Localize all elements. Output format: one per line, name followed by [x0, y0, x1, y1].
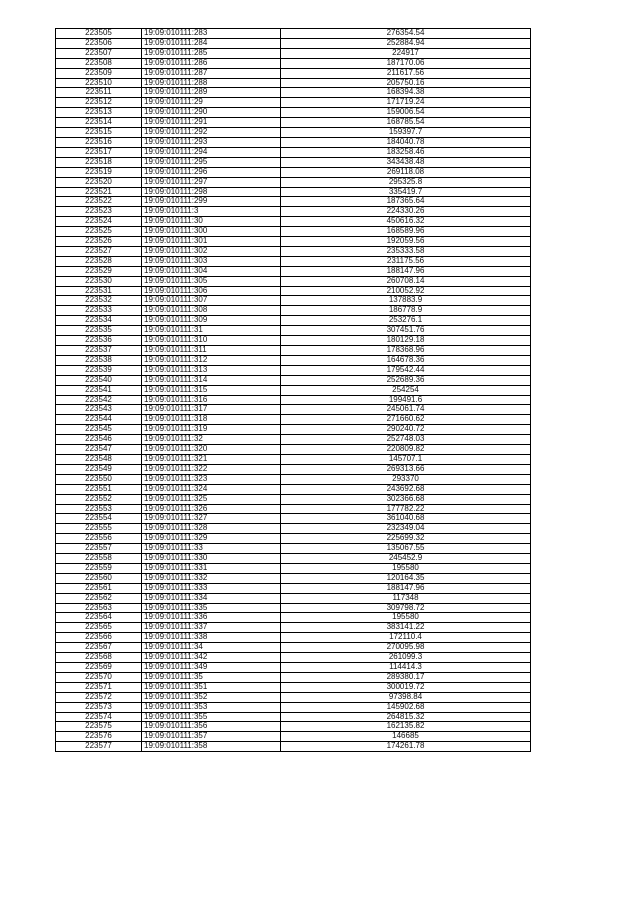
cell-amount: 192059.56: [281, 237, 531, 247]
cell-cadastral-number: 19:09:010111:302: [142, 246, 281, 256]
cell-amount: 252884.94: [281, 38, 531, 48]
cell-amount: 335419.7: [281, 187, 531, 197]
cell-record-id: 223516: [56, 137, 142, 147]
cell-amount: 254254: [281, 385, 531, 395]
table-row: [56, 306, 531, 316]
cell-cadastral-number: 19:09:010111:323: [142, 474, 281, 484]
cell-cadastral-number: 19:09:010111:305: [142, 276, 281, 286]
cell-cadastral-number: 19:09:010111:328: [142, 524, 281, 534]
cell-amount: 162135.82: [281, 722, 531, 732]
cell-record-id: 223571: [56, 682, 142, 692]
cell-cadastral-number: 19:09:010111:292: [142, 128, 281, 138]
cell-record-id: 223514: [56, 118, 142, 128]
cell-cadastral-number: 19:09:010111:342: [142, 653, 281, 663]
cell-record-id: 223506: [56, 38, 142, 48]
table-row: [56, 336, 531, 346]
cell-amount: 172110.4: [281, 633, 531, 643]
table-row: [56, 623, 531, 633]
cell-amount: 276354.54: [281, 29, 531, 39]
cell-cadastral-number: 19:09:010111:35: [142, 672, 281, 682]
table-row: [56, 355, 531, 365]
cell-cadastral-number: 19:09:010111:338: [142, 633, 281, 643]
cell-amount: 186778.9: [281, 306, 531, 316]
table-row: [56, 573, 531, 583]
table-row: [56, 78, 531, 88]
cell-amount: 199491.6: [281, 395, 531, 405]
cell-amount: 269118.08: [281, 167, 531, 177]
cell-record-id: 223546: [56, 435, 142, 445]
cell-cadastral-number: 19:09:010111:31: [142, 326, 281, 336]
cell-cadastral-number: 19:09:010111:3: [142, 207, 281, 217]
cell-amount: 180129.18: [281, 336, 531, 346]
cell-amount: 231175.56: [281, 256, 531, 266]
cell-record-id: 223565: [56, 623, 142, 633]
cell-record-id: 223577: [56, 742, 142, 752]
cell-record-id: 223561: [56, 583, 142, 593]
cell-record-id: 223505: [56, 29, 142, 39]
table-row: [56, 672, 531, 682]
cell-record-id: 223538: [56, 355, 142, 365]
data-table: [55, 28, 531, 752]
cell-amount: 235333.58: [281, 246, 531, 256]
table-row: [56, 484, 531, 494]
cell-cadastral-number: 19:09:010111:33: [142, 544, 281, 554]
cell-record-id: 223536: [56, 336, 142, 346]
cell-record-id: 223524: [56, 217, 142, 227]
table-row: [56, 722, 531, 732]
cell-amount: 120164.35: [281, 573, 531, 583]
cell-record-id: 223545: [56, 425, 142, 435]
cell-record-id: 223533: [56, 306, 142, 316]
cell-cadastral-number: 19:09:010111:30: [142, 217, 281, 227]
cell-cadastral-number: 19:09:010111:322: [142, 464, 281, 474]
table-row: [56, 167, 531, 177]
table-row: [56, 514, 531, 524]
cell-amount: 135067.55: [281, 544, 531, 554]
cell-cadastral-number: 19:09:010111:351: [142, 682, 281, 692]
cell-record-id: 223526: [56, 237, 142, 247]
cell-record-id: 223569: [56, 663, 142, 673]
cell-amount: 205750.16: [281, 78, 531, 88]
cell-cadastral-number: 19:09:010111:287: [142, 68, 281, 78]
cell-cadastral-number: 19:09:010111:283: [142, 29, 281, 39]
cell-cadastral-number: 19:09:010111:358: [142, 742, 281, 752]
cell-amount: 168785.54: [281, 118, 531, 128]
cell-record-id: 223527: [56, 246, 142, 256]
cell-record-id: 223550: [56, 474, 142, 484]
table-row: [56, 504, 531, 514]
cell-record-id: 223560: [56, 573, 142, 583]
cell-cadastral-number: 19:09:010111:312: [142, 355, 281, 365]
cell-record-id: 223539: [56, 365, 142, 375]
table-row: [56, 603, 531, 613]
table-row: [56, 712, 531, 722]
cell-record-id: 223574: [56, 712, 142, 722]
cell-cadastral-number: 19:09:010111:32: [142, 435, 281, 445]
table-row: [56, 593, 531, 603]
cell-cadastral-number: 19:09:010111:319: [142, 425, 281, 435]
cell-amount: 210052.92: [281, 286, 531, 296]
cell-amount: 225699.32: [281, 534, 531, 544]
cell-cadastral-number: 19:09:010111:299: [142, 197, 281, 207]
cell-cadastral-number: 19:09:010111:284: [142, 38, 281, 48]
cell-cadastral-number: 19:09:010111:355: [142, 712, 281, 722]
cell-cadastral-number: 19:09:010111:331: [142, 563, 281, 573]
table-row: [56, 98, 531, 108]
cell-record-id: 223518: [56, 157, 142, 167]
cell-record-id: 223542: [56, 395, 142, 405]
table-row: [56, 157, 531, 167]
cell-cadastral-number: 19:09:010111:296: [142, 167, 281, 177]
cell-record-id: 223537: [56, 346, 142, 356]
cell-record-id: 223564: [56, 613, 142, 623]
cell-cadastral-number: 19:09:010111:297: [142, 177, 281, 187]
cell-amount: 450616.32: [281, 217, 531, 227]
table-row: [56, 276, 531, 286]
cell-cadastral-number: 19:09:010111:333: [142, 583, 281, 593]
cell-record-id: 223563: [56, 603, 142, 613]
table-row: [56, 266, 531, 276]
table-row: [56, 177, 531, 187]
cell-record-id: 223572: [56, 692, 142, 702]
cell-record-id: 223530: [56, 276, 142, 286]
cell-amount: 252748.03: [281, 435, 531, 445]
cell-amount: 253276.1: [281, 316, 531, 326]
table-row: [56, 217, 531, 227]
cell-cadastral-number: 19:09:010111:318: [142, 415, 281, 425]
cell-cadastral-number: 19:09:010111:352: [142, 692, 281, 702]
table-row: [56, 346, 531, 356]
cell-record-id: 223535: [56, 326, 142, 336]
table-row: [56, 544, 531, 554]
cell-record-id: 223568: [56, 653, 142, 663]
cell-record-id: 223517: [56, 147, 142, 157]
cell-amount: 290240.72: [281, 425, 531, 435]
table-row: [56, 415, 531, 425]
cell-cadastral-number: 19:09:010111:315: [142, 385, 281, 395]
table-row: [56, 246, 531, 256]
cell-amount: 164678.36: [281, 355, 531, 365]
cell-amount: 343438.48: [281, 157, 531, 167]
table-row: [56, 227, 531, 237]
cell-cadastral-number: 19:09:010111:349: [142, 663, 281, 673]
cell-record-id: 223543: [56, 405, 142, 415]
cell-amount: 174261.78: [281, 742, 531, 752]
cell-cadastral-number: 19:09:010111:295: [142, 157, 281, 167]
cell-cadastral-number: 19:09:010111:293: [142, 137, 281, 147]
cell-amount: 260708.14: [281, 276, 531, 286]
cell-cadastral-number: 19:09:010111:289: [142, 88, 281, 98]
cell-cadastral-number: 19:09:010111:326: [142, 504, 281, 514]
cell-amount: 252689.36: [281, 375, 531, 385]
cell-record-id: 223529: [56, 266, 142, 276]
cell-amount: 188147.96: [281, 583, 531, 593]
cell-amount: 295325.8: [281, 177, 531, 187]
table-row: [56, 147, 531, 157]
cell-cadastral-number: 19:09:010111:288: [142, 78, 281, 88]
cell-amount: 269313.66: [281, 464, 531, 474]
cell-cadastral-number: 19:09:010111:307: [142, 296, 281, 306]
cell-cadastral-number: 19:09:010111:310: [142, 336, 281, 346]
cell-amount: 97398.84: [281, 692, 531, 702]
cell-cadastral-number: 19:09:010111:304: [142, 266, 281, 276]
cell-cadastral-number: 19:09:010111:309: [142, 316, 281, 326]
table-row: [56, 296, 531, 306]
cell-amount: 114414.3: [281, 663, 531, 673]
cell-amount: 383141.22: [281, 623, 531, 633]
table-row: [56, 286, 531, 296]
cell-cadastral-number: 19:09:010111:336: [142, 613, 281, 623]
cell-amount: 168589.96: [281, 227, 531, 237]
table-row: [56, 316, 531, 326]
cell-record-id: 223575: [56, 722, 142, 732]
cell-record-id: 223525: [56, 227, 142, 237]
table-row: [56, 187, 531, 197]
cell-amount: 245061.74: [281, 405, 531, 415]
cell-record-id: 223508: [56, 58, 142, 68]
cell-cadastral-number: 19:09:010111:356: [142, 722, 281, 732]
table-row: [56, 68, 531, 78]
cell-record-id: 223559: [56, 563, 142, 573]
cell-record-id: 223512: [56, 98, 142, 108]
table-row: [56, 435, 531, 445]
cell-cadastral-number: 19:09:010111:325: [142, 494, 281, 504]
table-row: [56, 702, 531, 712]
cell-amount: 146685: [281, 732, 531, 742]
cell-amount: 145707.1: [281, 454, 531, 464]
table-row: [56, 58, 531, 68]
table-row: [56, 583, 531, 593]
cell-amount: 361040.68: [281, 514, 531, 524]
table-row: [56, 425, 531, 435]
cell-record-id: 223540: [56, 375, 142, 385]
cell-cadastral-number: 19:09:010111:301: [142, 237, 281, 247]
cell-cadastral-number: 19:09:010111:306: [142, 286, 281, 296]
table-row: [56, 137, 531, 147]
cell-record-id: 223531: [56, 286, 142, 296]
table-row: [56, 48, 531, 58]
cell-record-id: 223513: [56, 108, 142, 118]
cell-record-id: 223566: [56, 633, 142, 643]
cell-record-id: 223555: [56, 524, 142, 534]
cell-record-id: 223570: [56, 672, 142, 682]
table-row: [56, 643, 531, 653]
table-row: [56, 128, 531, 138]
cell-amount: 232349.04: [281, 524, 531, 534]
table-row: [56, 534, 531, 544]
cell-cadastral-number: 19:09:010111:324: [142, 484, 281, 494]
cell-amount: 168394.38: [281, 88, 531, 98]
cell-record-id: 223507: [56, 48, 142, 58]
table-row: [56, 494, 531, 504]
table-row: [56, 365, 531, 375]
table-row: [56, 118, 531, 128]
cell-record-id: 223548: [56, 454, 142, 464]
table-row: [56, 29, 531, 39]
cell-cadastral-number: 19:09:010111:290: [142, 108, 281, 118]
cell-cadastral-number: 19:09:010111:298: [142, 187, 281, 197]
cell-cadastral-number: 19:09:010111:34: [142, 643, 281, 653]
cell-record-id: 223573: [56, 702, 142, 712]
cell-cadastral-number: 19:09:010111:334: [142, 593, 281, 603]
table-row: [56, 108, 531, 118]
cell-amount: 183258.46: [281, 147, 531, 157]
cell-record-id: 223522: [56, 197, 142, 207]
cell-cadastral-number: 19:09:010111:286: [142, 58, 281, 68]
cell-amount: 270095.98: [281, 643, 531, 653]
cell-cadastral-number: 19:09:010111:316: [142, 395, 281, 405]
cell-record-id: 223562: [56, 593, 142, 603]
cell-amount: 261099.3: [281, 653, 531, 663]
cell-amount: 245452.9: [281, 554, 531, 564]
cell-cadastral-number: 19:09:010111:321: [142, 454, 281, 464]
cell-amount: 195580: [281, 563, 531, 573]
cell-record-id: 223541: [56, 385, 142, 395]
table-row: [56, 88, 531, 98]
table-row: [56, 405, 531, 415]
cell-amount: 243692.68: [281, 484, 531, 494]
cell-cadastral-number: 19:09:010111:300: [142, 227, 281, 237]
cell-record-id: 223521: [56, 187, 142, 197]
table-row: [56, 653, 531, 663]
table-row: [56, 385, 531, 395]
cell-record-id: 223544: [56, 415, 142, 425]
cell-amount: 264815.32: [281, 712, 531, 722]
cell-amount: 178368.96: [281, 346, 531, 356]
table-row: [56, 613, 531, 623]
cell-amount: 159006.54: [281, 108, 531, 118]
cell-record-id: 223532: [56, 296, 142, 306]
table-row: [56, 524, 531, 534]
cell-record-id: 223534: [56, 316, 142, 326]
cell-amount: 117348: [281, 593, 531, 603]
cell-record-id: 223549: [56, 464, 142, 474]
table-row: [56, 326, 531, 336]
cell-amount: 289380.17: [281, 672, 531, 682]
cell-cadastral-number: 19:09:010111:291: [142, 118, 281, 128]
table-row: [56, 732, 531, 742]
cell-cadastral-number: 19:09:010111:317: [142, 405, 281, 415]
table-row: [56, 38, 531, 48]
table-row: [56, 445, 531, 455]
cell-record-id: 223515: [56, 128, 142, 138]
cell-amount: 187170.06: [281, 58, 531, 68]
cell-cadastral-number: 19:09:010111:311: [142, 346, 281, 356]
cell-record-id: 223520: [56, 177, 142, 187]
table-row: [56, 375, 531, 385]
table-row: [56, 464, 531, 474]
cell-cadastral-number: 19:09:010111:303: [142, 256, 281, 266]
table-row: [56, 256, 531, 266]
cell-cadastral-number: 19:09:010111:308: [142, 306, 281, 316]
cell-cadastral-number: 19:09:010111:327: [142, 514, 281, 524]
cell-record-id: 223547: [56, 445, 142, 455]
cell-amount: 179542.44: [281, 365, 531, 375]
cell-record-id: 223510: [56, 78, 142, 88]
cell-cadastral-number: 19:09:010111:337: [142, 623, 281, 633]
cell-record-id: 223557: [56, 544, 142, 554]
cell-record-id: 223567: [56, 643, 142, 653]
cell-cadastral-number: 19:09:010111:332: [142, 573, 281, 583]
cell-amount: 293370: [281, 474, 531, 484]
cell-record-id: 223551: [56, 484, 142, 494]
cell-record-id: 223552: [56, 494, 142, 504]
cell-record-id: 223554: [56, 514, 142, 524]
cell-record-id: 223519: [56, 167, 142, 177]
cell-record-id: 223511: [56, 88, 142, 98]
cell-record-id: 223523: [56, 207, 142, 217]
table-row: [56, 197, 531, 207]
table-row: [56, 474, 531, 484]
cell-amount: 159397.7: [281, 128, 531, 138]
cell-cadastral-number: 19:09:010111:320: [142, 445, 281, 455]
cell-cadastral-number: 19:09:010111:353: [142, 702, 281, 712]
cell-amount: 211617.56: [281, 68, 531, 78]
cell-amount: 224917: [281, 48, 531, 58]
cell-record-id: 223556: [56, 534, 142, 544]
table-row: [56, 663, 531, 673]
cell-amount: 177782.22: [281, 504, 531, 514]
table-row: [56, 395, 531, 405]
cell-amount: 224330.26: [281, 207, 531, 217]
cell-record-id: 223528: [56, 256, 142, 266]
cell-cadastral-number: 19:09:010111:357: [142, 732, 281, 742]
cell-amount: 309798.72: [281, 603, 531, 613]
table-row: [56, 554, 531, 564]
cell-amount: 220809.82: [281, 445, 531, 455]
cell-amount: 195580: [281, 613, 531, 623]
cell-amount: 184040.78: [281, 137, 531, 147]
cell-amount: 302366.68: [281, 494, 531, 504]
table-row: [56, 692, 531, 702]
table-body: [56, 29, 531, 752]
cell-cadastral-number: 19:09:010111:285: [142, 48, 281, 58]
table-row: [56, 563, 531, 573]
cell-record-id: 223553: [56, 504, 142, 514]
cell-cadastral-number: 19:09:010111:313: [142, 365, 281, 375]
table-row: [56, 207, 531, 217]
cell-amount: 188147.96: [281, 266, 531, 276]
table-row: [56, 682, 531, 692]
cell-cadastral-number: 19:09:010111:330: [142, 554, 281, 564]
cell-cadastral-number: 19:09:010111:294: [142, 147, 281, 157]
cell-record-id: 223576: [56, 732, 142, 742]
cell-cadastral-number: 19:09:010111:314: [142, 375, 281, 385]
cell-amount: 171719.24: [281, 98, 531, 108]
cell-amount: 300019.72: [281, 682, 531, 692]
cell-amount: 307451.76: [281, 326, 531, 336]
cell-amount: 271660.62: [281, 415, 531, 425]
table-row: [56, 633, 531, 643]
cell-amount: 187365.64: [281, 197, 531, 207]
table-row: [56, 454, 531, 464]
cell-record-id: 223509: [56, 68, 142, 78]
cell-cadastral-number: 19:09:010111:29: [142, 98, 281, 108]
cell-amount: 137883.9: [281, 296, 531, 306]
cell-amount: 145902.68: [281, 702, 531, 712]
cell-record-id: 223558: [56, 554, 142, 564]
cell-cadastral-number: 19:09:010111:335: [142, 603, 281, 613]
table-row: [56, 237, 531, 247]
cell-cadastral-number: 19:09:010111:329: [142, 534, 281, 544]
table-row: [56, 742, 531, 752]
